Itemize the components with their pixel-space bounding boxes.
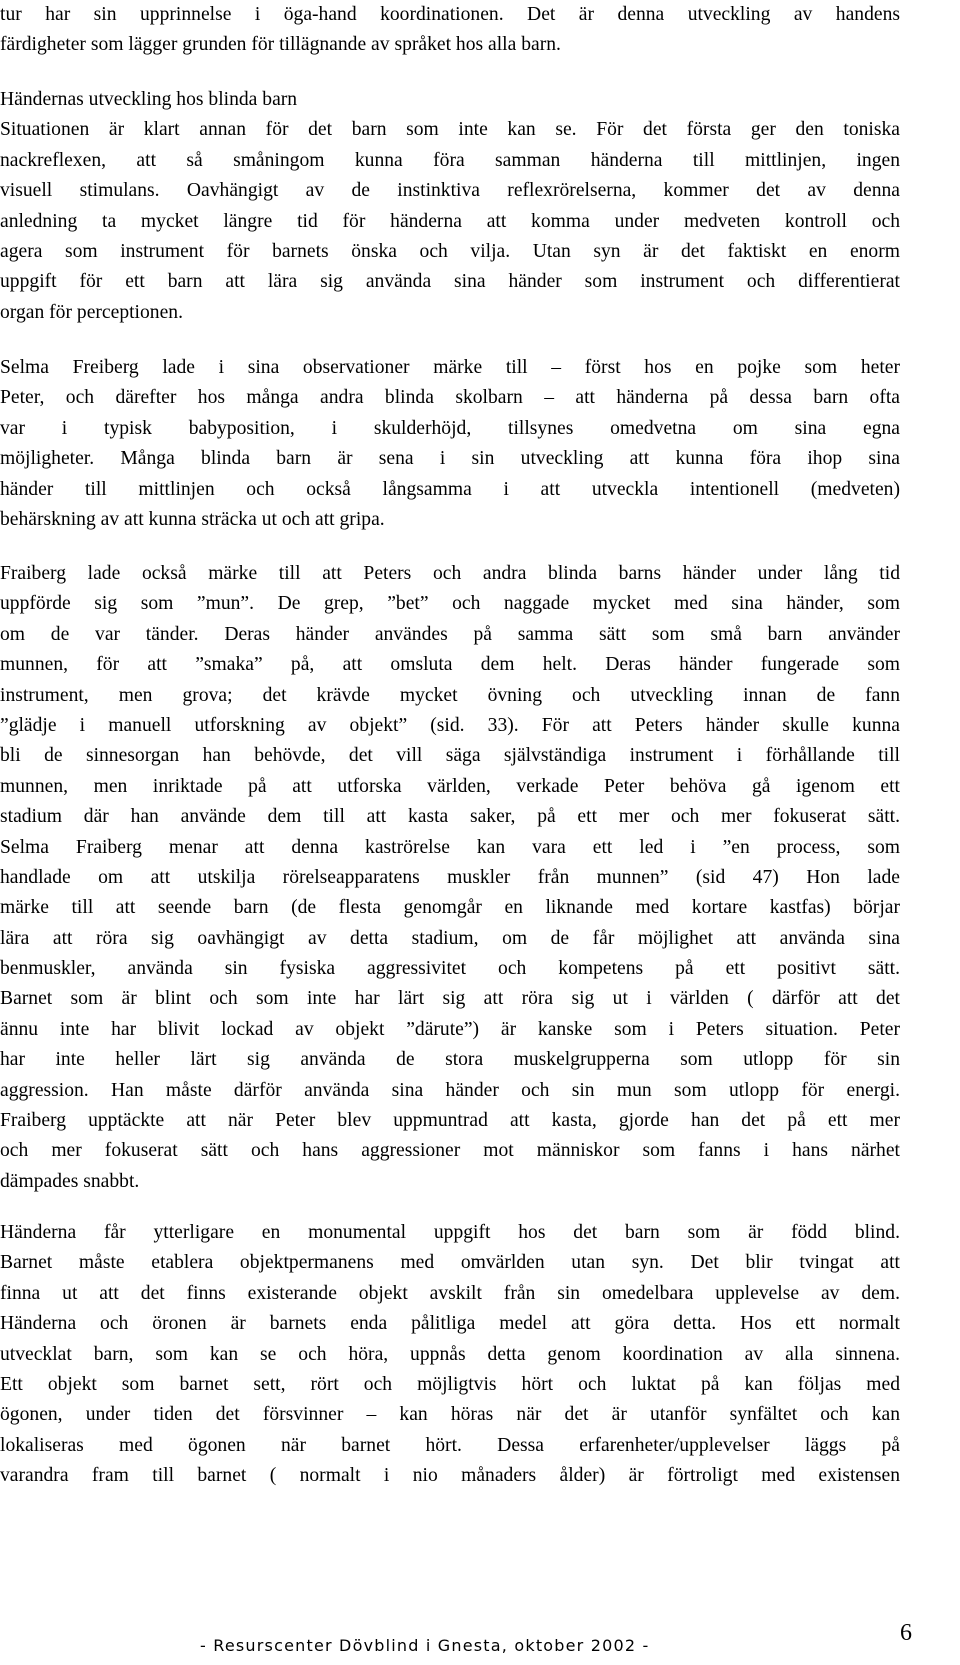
text-line: Situationen är klart annan för det barn som inte kan se. För det första ger den toniska xyxy=(0,119,900,141)
text-line: lära att röra sig oavhängigt av detta stadium, om de får möjlighet att använda sina xyxy=(0,927,900,949)
text-line: anledning ta mycket längre tid för händerna att komma under medveten kontroll och xyxy=(0,210,900,232)
text-line: ögonen, under tiden det försvinner – kan höras när det är utanför synfältet och kan xyxy=(0,1404,900,1426)
page-footer: - Resurscenter Dövblind i Gnesta, oktober 2002 - xyxy=(200,1636,650,1655)
text-line: utvecklat barn, som kan se och höra, uppnås detta genom koordination av alla sinnena. xyxy=(0,1343,900,1365)
text-line: Fraiberg lade också märke till att Peters och andra blinda barns händer under lång tid xyxy=(0,563,900,584)
text-line: om de var tänder. Deras händer användes på samma sätt som små barn använder xyxy=(0,623,900,645)
text-line: har inte heller lärt sig använda de stora muskelgrupperna som utlopp för sin xyxy=(0,1049,900,1071)
text-line: uppförde sig som ”mun”. De grep, ”bet” och naggade mycket med sina händer, som xyxy=(0,593,900,615)
text-line: Selma Freiberg lade i sina observationer märke till – först hos en pojke som heter xyxy=(0,357,900,378)
page-number: 6 xyxy=(900,1620,912,1646)
paragraph-5 xyxy=(0,1218,900,1492)
text-line: färdigheter som lägger grunden för tillägnande av språket hos alla barn. xyxy=(0,34,561,56)
text-line: finna ut att det finns existerande objekt avskilt från sin omedelbara upplevelse av dem. xyxy=(0,1282,900,1304)
text-line: möjligheter. Många blinda barn är sena i sin utveckling att kunna föra ihop sina xyxy=(0,448,900,470)
text-line: ”glädje i manuell utforskning av objekt” (sid. 33). För att Peters händer skulle kunna xyxy=(0,714,900,736)
text-line: och mer fokuserat sätt och hans aggressioner mot människor som fanns i hans närhet xyxy=(0,1140,900,1162)
text-line: bli de sinnesorgan han behövde, det vill säga självständiga instrument i förhållande till xyxy=(0,745,900,767)
text-line: Fraiberg upptäckte att när Peter blev uppmuntrad att kasta, gjorde han det på ett mer xyxy=(0,1110,900,1132)
text-line: Barnet måste etablera objektpermanens med omvärlden utan syn. Det blir tvingat att xyxy=(0,1252,900,1274)
text-line: visuell stimulans. Oavhängigt av de instinktiva reflexrörelserna, kommer det av denna xyxy=(0,180,900,202)
paragraph-3 xyxy=(0,353,900,535)
text-line: aggression. Han måste därför använda sina händer och sin mun som utlopp för energi. xyxy=(0,1079,900,1101)
paragraph-4 xyxy=(0,559,900,1197)
text-line: lokaliseras med ögonen när barnet hört. Dessa erfarenheter/upplevelser läggs på xyxy=(0,1434,900,1456)
text-line: Selma Fraiberg menar att denna kaströrelse kan vara ett led i ”en process, som xyxy=(0,836,900,858)
text-line: munnen, för att ”smaka” på, att omsluta dem helt. Deras händer fungerade som xyxy=(0,654,900,676)
text-line: märke till att seende barn (de flesta genomgår en liknande med kortare kastfas) börjar xyxy=(0,897,900,919)
text-line: tur har sin upprinnelse i öga-hand koordinationen. Det är denna utveckling av handens xyxy=(0,4,900,25)
text-line: munnen, men inriktade på att utforska världen, verkade Peter behöva gå igenom ett xyxy=(0,775,900,797)
text-line: händer till mittlinjen och också långsamma i att utveckla intentionell (medveten) xyxy=(0,478,900,500)
text-line: dämpades snabbt. xyxy=(0,1170,140,1192)
paragraph-1 xyxy=(0,0,900,61)
text-line: Händerna och öronen är barnets enda pålitliga medel att göra detta. Hos ett normalt xyxy=(0,1313,900,1335)
text-line: handlade om att utskilja rörelseapparatens muskler från munnen” (sid 47) Hon lade xyxy=(0,866,900,888)
text-line: Peter, och därefter hos många andra blinda skolbarn – att händerna på dessa barn ofta xyxy=(0,387,900,409)
text-line: nackreflexen, att så småningom kunna föra samman händerna till mittlinjen, ingen xyxy=(0,149,900,171)
text-line: Ett objekt som barnet sett, rört och möjligtvis hört och luktat på kan följas med xyxy=(0,1373,900,1395)
text-line: benmuskler, använda sin fysiska aggressivitet och kompetens på ett positivt sätt. xyxy=(0,958,900,980)
text-line: uppgift för ett barn att lära sig använda sina händer som instrument och differentierat xyxy=(0,271,900,293)
text-line: behärskning av att kunna sträcka ut och att gripa. xyxy=(0,508,385,530)
text-line: Barnet som är blint och som inte har lärt sig att röra sig ut i världen ( därför att det xyxy=(0,988,900,1010)
text-line: stadium där han använde dem till att kasta saker, på ett mer och mer fokuserat sätt. xyxy=(0,806,900,828)
section-heading: Händernas utveckling hos blinda barn xyxy=(0,89,298,110)
text-line: instrument, men grova; det krävde mycket övning och utveckling innan de fann xyxy=(0,684,900,706)
text-line: agera som instrument för barnets önska och vilja. Utan syn är det faktiskt en enorm xyxy=(0,240,900,262)
paragraph-2 xyxy=(0,85,900,328)
text-line: Händerna får ytterligare en monumental uppgift hos det barn som är född blind. xyxy=(0,1222,900,1243)
text-line: var i typisk babyposition, i skulderhöjd, tillsynes omedvetna om sina egna xyxy=(0,417,900,439)
text-line: ännu inte har blivit lockad av objekt ”därute”) är kanske som i Peters situation. Peter xyxy=(0,1018,900,1040)
text-line: varandra fram till barnet ( normalt i nio månaders ålder) är förtroligt med existensen xyxy=(0,1465,900,1487)
text-line: organ för perceptionen. xyxy=(0,301,183,323)
